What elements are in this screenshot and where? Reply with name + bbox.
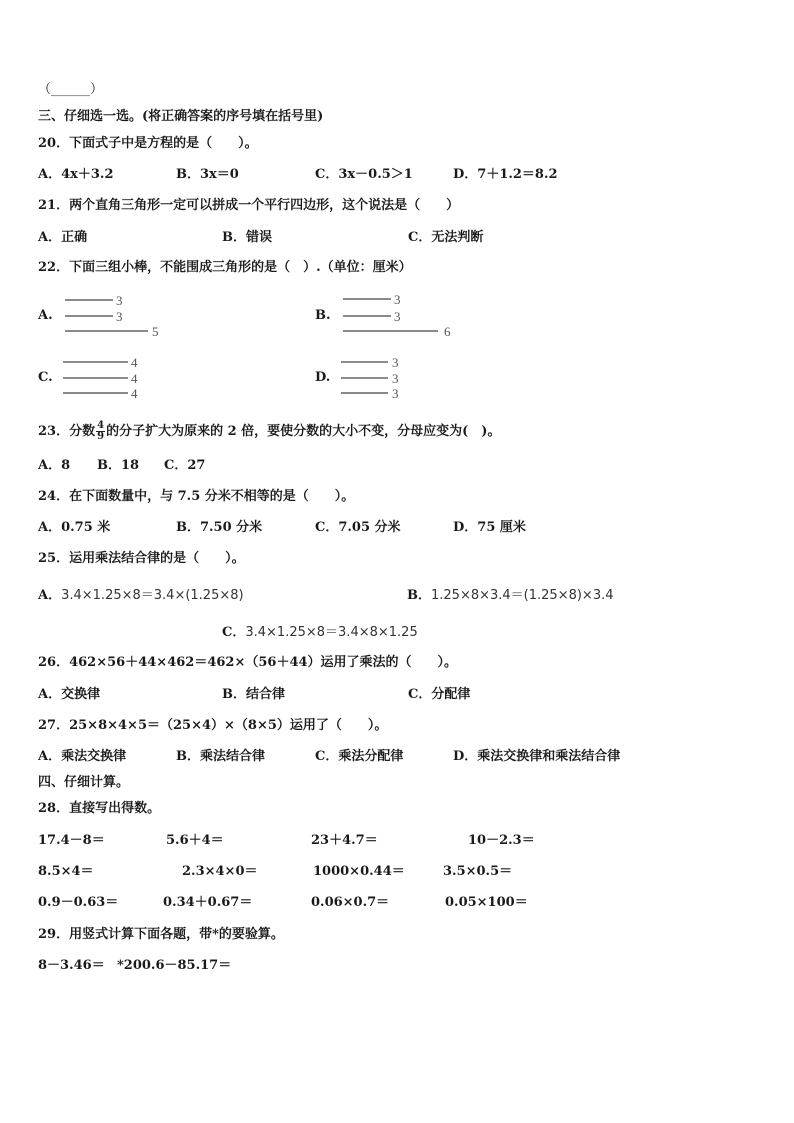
stick-length: 3 (394, 309, 401, 324)
question-26-option-c[interactable]: C．分配律 (408, 687, 471, 702)
fraction (96, 421, 105, 442)
stick-length: 4 (131, 386, 138, 401)
q23-stem-before: 23．分数 (38, 424, 96, 439)
question-24-stem: 24．在下面数量中，与 7.5 分米不相等的是（ ）。 (38, 489, 355, 504)
question-20-stem: 20．下面式子中是方程的是（ ）。 (38, 136, 258, 151)
calc-item: 5.6＋4＝ (166, 833, 224, 848)
question-23-option-a[interactable]: A．8 (38, 458, 71, 473)
question-23-stem (38, 421, 500, 442)
stick-length: 4 (131, 355, 138, 370)
question-25-option-a[interactable] (38, 588, 244, 604)
question-27-option-b[interactable]: B．乘法结合律 (176, 749, 265, 764)
calc-item: 23＋4.7＝ (311, 833, 378, 848)
calc-item: 1000×0.44＝ (313, 864, 405, 879)
question-22-option-d[interactable]: D. (315, 370, 331, 385)
option-label: A． (38, 588, 62, 603)
option-label: C． (222, 625, 246, 640)
calc-item: 3.5×0.5＝ (443, 864, 513, 879)
stick-length: 5 (152, 324, 159, 339)
calc-item: 0.34＋0.67＝ (163, 895, 253, 910)
calc-item: 8.5×4＝ (38, 864, 94, 879)
stick-length: 3 (392, 371, 399, 386)
option-expression: 1.25×8×3.4＝(1.25×8)×3.4 (431, 588, 614, 603)
question-26-stem: 26．462×56＋44×462＝462×（56＋44）运用了乘法的（ ）。 (38, 655, 458, 670)
question-22-option-b[interactable]: B. (315, 308, 331, 323)
calc-item: 0.9－0.63＝ (38, 895, 119, 910)
question-26-option-a[interactable]: A．交换律 (38, 687, 101, 702)
question-24-option-c[interactable]: C．7.05 分米 (315, 520, 401, 535)
calc-item: 8－3.46＝ (38, 958, 105, 973)
section-3-title: 三、仔细选一选。(将正确答案的序号填在括号里) (38, 109, 324, 124)
calc-item: 0.05×100＝ (445, 895, 528, 910)
stick-length: 4 (131, 371, 138, 386)
section-4-title: 四、仔细计算。 (38, 775, 130, 790)
question-25-option-b[interactable] (407, 588, 614, 604)
stick-length: 3 (116, 293, 123, 308)
question-26-option-b[interactable]: B．结合律 (222, 687, 285, 702)
question-20-option-b[interactable]: B．3x＝0 (176, 167, 239, 182)
top-blank: （______） (38, 82, 104, 97)
question-27-option-a[interactable]: A．乘法交换律 (38, 749, 127, 764)
stick-group-d (338, 352, 438, 402)
question-27-stem: 27．25×8×4×5＝（25×4）×（8×5）运用了（ ）。 (38, 718, 388, 733)
stick-length: 3 (392, 355, 399, 370)
question-21-option-c[interactable]: C．无法判断 (408, 230, 484, 245)
question-21-option-b[interactable]: B．错误 (222, 230, 272, 245)
question-21-stem: 21．两个直角三角形一定可以拼成一个平行四边形，这个说法是（ ） (38, 198, 460, 213)
question-28-stem: 28．直接写出得数。 (38, 801, 161, 816)
question-23-option-b[interactable]: B．18 (97, 458, 140, 473)
stick-group-c (60, 352, 160, 402)
fraction-denominator: 9 (97, 431, 105, 442)
q23-stem-after: 的分子扩大为原来的 2 倍，要使分数的大小不变，分母应变为( )。 (106, 424, 501, 439)
question-24-option-b[interactable]: B．7.50 分米 (176, 520, 263, 535)
stick-group-b (338, 290, 468, 342)
question-29-stem: 29．用竖式计算下面各题，带*的要验算。 (38, 927, 284, 942)
question-23-option-c[interactable]: C．27 (164, 458, 206, 473)
question-27-option-c[interactable]: C．乘法分配律 (315, 749, 404, 764)
question-24-option-d[interactable]: D．75 厘米 (453, 520, 526, 535)
option-expression: 3.4×1.25×8＝3.4×8×1.25 (245, 625, 418, 640)
option-expression: 3.4×1.25×8＝3.4×(1.25×8) (61, 588, 244, 603)
question-21-option-a[interactable]: A．正确 (38, 230, 88, 245)
calc-item: 10－2.3＝ (468, 833, 535, 848)
question-20-option-d[interactable]: D．7＋1.2＝8.2 (453, 167, 558, 182)
question-20-option-a[interactable]: A．4x＋3.2 (38, 167, 114, 182)
question-25-stem: 25．运用乘法结合律的是（ ）。 (38, 551, 245, 566)
question-20-option-c[interactable]: C．3x－0.5＞1 (315, 167, 413, 182)
question-25-option-c[interactable] (222, 625, 418, 641)
calc-item: 2.3×4×0＝ (182, 864, 258, 879)
stick-group-a (60, 290, 170, 342)
question-24-option-a[interactable]: A．0.75 米 (38, 520, 111, 535)
stick-length: 6 (444, 324, 451, 339)
fraction-numerator: 4 (97, 420, 105, 431)
option-label: B． (407, 588, 431, 603)
calc-item: 17.4－8＝ (38, 833, 105, 848)
stick-length: 3 (394, 292, 401, 307)
question-22-stem: 22．下面三组小棒，不能围成三角形的是（ ）.（单位：厘米） (38, 260, 412, 275)
calc-item: 0.06×0.7＝ (311, 895, 390, 910)
question-22-option-c[interactable]: C. (38, 370, 53, 385)
question-27-option-d[interactable]: D．乘法交换律和乘法结合律 (453, 749, 621, 764)
calc-item: *200.6－85.17＝ (117, 958, 232, 973)
question-22-option-a[interactable]: A. (38, 308, 53, 323)
stick-length: 3 (392, 386, 399, 401)
stick-length: 3 (116, 309, 123, 324)
